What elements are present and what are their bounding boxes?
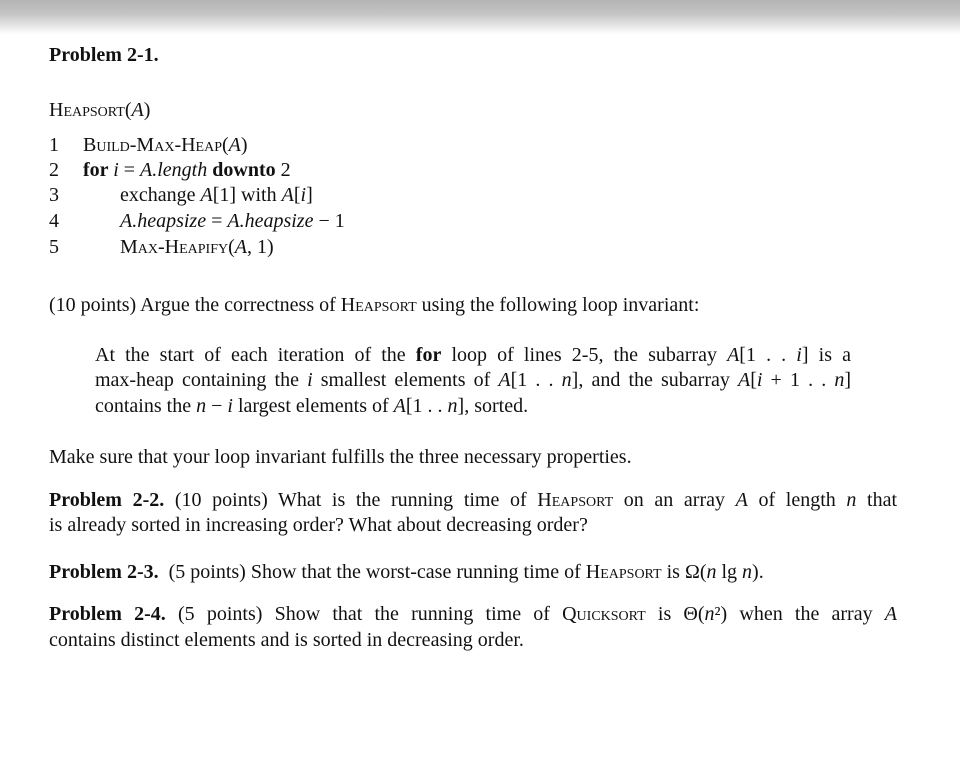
- text-segment: i: [300, 184, 307, 206]
- question-text: [49, 292, 699, 318]
- text-segment: n: [704, 603, 715, 625]
- line-number: 2: [49, 159, 59, 181]
- text-segment: for: [415, 344, 442, 366]
- text-segment: + 1 . .: [762, 369, 835, 391]
- text-segment: Heapsort: [537, 489, 614, 511]
- code-line: [83, 157, 291, 183]
- code-line: [120, 182, 313, 208]
- text-segment: (5 points) Show that the running time of: [165, 603, 563, 625]
- text-segment: 2: [275, 159, 291, 181]
- text-segment: on an array: [613, 489, 736, 511]
- line-number: 5: [49, 236, 59, 258]
- text-segment: A: [234, 236, 248, 258]
- text-segment: n: [447, 395, 458, 417]
- text-segment: Make sure that your loop invariant fulfills the three necessary properties.: [49, 446, 632, 468]
- line-number: 3: [49, 184, 59, 206]
- text-segment: A: [884, 603, 897, 625]
- text-segment: using the following loop invariant:: [416, 294, 700, 316]
- text-segment: Heapsort: [49, 99, 125, 121]
- text-segment: n: [846, 489, 857, 511]
- text-segment: ²) when the array: [714, 603, 885, 625]
- algorithm-title: [49, 97, 150, 123]
- text-segment: n: [706, 561, 717, 583]
- text-segment: smallest elements of: [312, 369, 499, 391]
- text-segment: A.heapsize: [120, 210, 207, 232]
- text-segment: i: [227, 395, 233, 417]
- text-segment: Heapsort: [340, 294, 417, 316]
- text-segment: i: [796, 344, 802, 366]
- text-segment: i: [307, 369, 313, 391]
- text-segment: Max-Heapify: [120, 236, 229, 258]
- text-segment: is already sorted in increasing order? What about decreasing order?: [49, 514, 588, 536]
- text-segment: ], and the subarray: [571, 369, 738, 391]
- text-segment: Problem 2-2.: [49, 489, 165, 511]
- text-segment: ], sorted.: [457, 395, 529, 417]
- problem-2-1-heading: [49, 42, 159, 68]
- line-number: 4: [49, 210, 59, 232]
- loop-invariant-line: [95, 367, 851, 393]
- text-segment: n: [834, 369, 845, 391]
- invariant-note: [49, 444, 632, 470]
- text-segment: [1] with: [212, 184, 282, 206]
- text-segment: ).: [752, 561, 764, 583]
- text-segment: downto: [212, 159, 276, 181]
- text-segment: [: [750, 369, 757, 391]
- text-segment: is Ω(: [661, 561, 707, 583]
- text-segment: A: [228, 134, 241, 156]
- text-segment: exchange: [120, 184, 201, 206]
- text-segment: contains distinct elements and is sorted in decreasing order.: [49, 629, 524, 651]
- text-segment: ): [143, 99, 151, 121]
- text-segment: ]: [844, 369, 851, 391]
- problem-2-2-line: [49, 512, 588, 538]
- text-segment: Problem 2-4.: [49, 603, 166, 625]
- loop-invariant-line: [95, 342, 851, 368]
- text-segment: (5 points) Show that the worst-case running time of: [158, 561, 586, 583]
- text-segment: (: [124, 99, 132, 121]
- text-segment: max-heap containing the: [95, 369, 308, 391]
- text-segment: ): [240, 134, 248, 156]
- text-segment: A: [737, 369, 751, 391]
- text-segment: [1 . .: [510, 369, 562, 391]
- text-segment: (: [228, 236, 235, 258]
- text-segment: A: [393, 395, 406, 417]
- text-segment: of length: [747, 489, 847, 511]
- text-segment: , 1): [247, 236, 274, 258]
- text-segment: n: [196, 395, 207, 417]
- text-segment: Heapsort: [585, 561, 662, 583]
- text-segment: −: [206, 395, 228, 417]
- text-segment: At the start of each iteration of the: [95, 344, 416, 366]
- text-segment: i: [113, 159, 119, 181]
- text-segment: A: [200, 184, 213, 206]
- text-segment: A: [498, 369, 511, 391]
- text-segment: lg: [716, 561, 743, 583]
- text-segment: Problem 2-1.: [49, 44, 159, 66]
- window-top-shadow: [0, 0, 960, 34]
- text-segment: A: [131, 99, 144, 121]
- text-segment: (10 points) What is the running time of: [164, 489, 538, 511]
- loop-invariant-line: [95, 393, 528, 419]
- text-segment: n: [561, 369, 572, 391]
- problem-2-2-line: [49, 487, 897, 513]
- text-segment: n: [742, 561, 753, 583]
- problem-2-4-line: [49, 601, 897, 627]
- text-segment: [: [293, 184, 301, 206]
- text-segment: =: [118, 159, 141, 181]
- text-segment: − 1: [313, 210, 345, 232]
- text-segment: largest elements of: [232, 395, 394, 417]
- text-segment: [1 . .: [739, 344, 797, 366]
- text-segment: A: [735, 489, 748, 511]
- text-segment: =: [206, 210, 228, 232]
- text-segment: Quicksort: [562, 603, 646, 625]
- text-segment: loop of lines 2-5, the subarray: [441, 344, 728, 366]
- code-line: [120, 234, 274, 260]
- code-line: [120, 208, 345, 234]
- text-segment: Build-Max-Heap: [83, 134, 222, 156]
- text-segment: i: [756, 369, 763, 391]
- text-segment: ]: [306, 184, 313, 206]
- code-line: [83, 132, 248, 158]
- problem-2-3-line: [49, 559, 764, 585]
- line-number: 1: [49, 134, 59, 156]
- text-segment: [1 . .: [405, 395, 448, 417]
- text-segment: A.length: [140, 159, 208, 181]
- problem-2-4-line: [49, 627, 524, 653]
- text-segment: for: [83, 159, 114, 181]
- text-segment: contains the: [95, 395, 197, 417]
- text-segment: (: [222, 134, 229, 156]
- text-segment: (10 points) Argue the correctness of: [49, 294, 341, 316]
- text-segment: A: [281, 184, 294, 206]
- text-segment: that: [856, 489, 898, 511]
- text-segment: A: [727, 344, 740, 366]
- text-segment: ] is a: [801, 344, 851, 366]
- text-segment: Problem 2-3.: [49, 561, 159, 583]
- text-segment: is Θ(: [645, 603, 705, 625]
- text-segment: A.heapsize: [227, 210, 314, 232]
